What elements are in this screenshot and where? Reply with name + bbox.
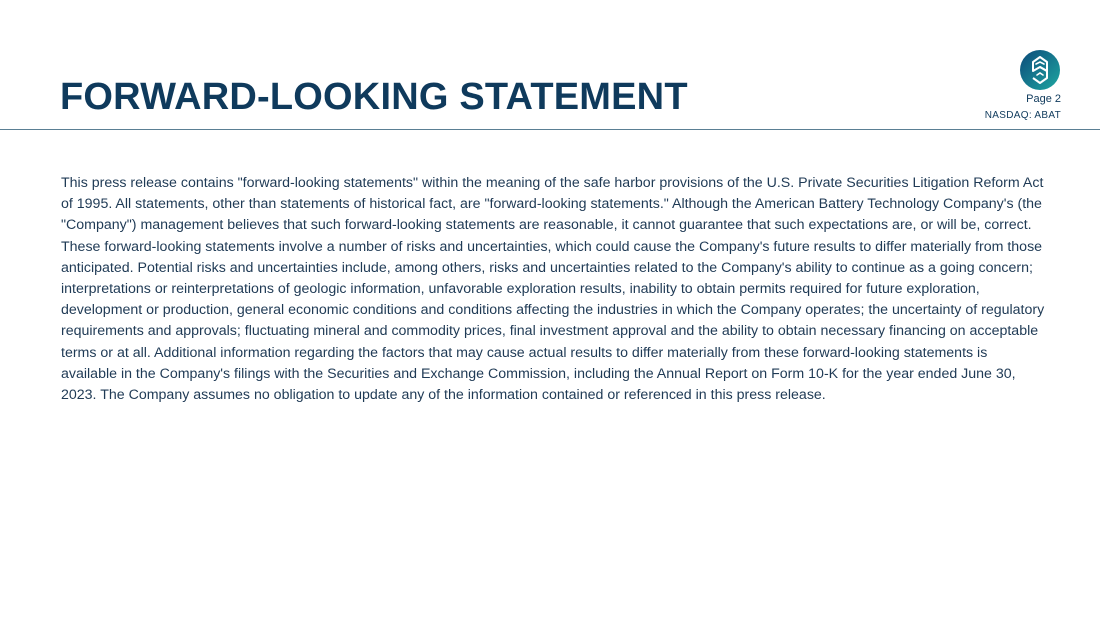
stock-ticker: NASDAQ: ABAT bbox=[984, 110, 1061, 121]
forward-looking-statement-text: This press release contains "forward-looking statements" within the meaning of the safe harbor provisions of the U.S. Private Securities Litigation Reform Act of 1995. All statements, other than statements of historical fact, are "forward-looking statements." Although the American Battery Technology Company's (the "Company") management believes that such forward-looking statements are reasonable, it cannot guarantee that such expectations are, or will be, correct. These forward-looking statements involve a number of risks and uncertainties, which could cause the Company's future results to differ materially from those anticipated. Potential risks and uncertainties include, among others, risks and uncertainties related to the Company's ability to continue as a going concern; interpretations or reinterpretations of geologic information, unfavorable exploration results, inability to obtain permits required for future exploration, development or production, general economic conditions and conditions affecting the industries in which the Company operates; the uncertainty of regulatory requirements and approvals; fluctuating mineral and commodity prices, final investment approval and the ability to obtain necessary financing on acceptable terms or at all. Additional information regarding the factors that may cause actual results to differ materially from these forward-looking statements is available in the Company's filings with the Securities and Exchange Commission, including the Annual Report on Form 10-K for the year ended June 30, 2023. The Company assumes no obligation to update any of the information contained or referenced in this press release. bbox=[61, 175, 1045, 404]
page-number: Page 2 bbox=[1026, 93, 1061, 105]
page-title: FORWARD-LOOKING STATEMENT bbox=[60, 76, 688, 118]
abtc-logo-icon bbox=[1020, 50, 1060, 90]
header-divider bbox=[0, 129, 1100, 130]
